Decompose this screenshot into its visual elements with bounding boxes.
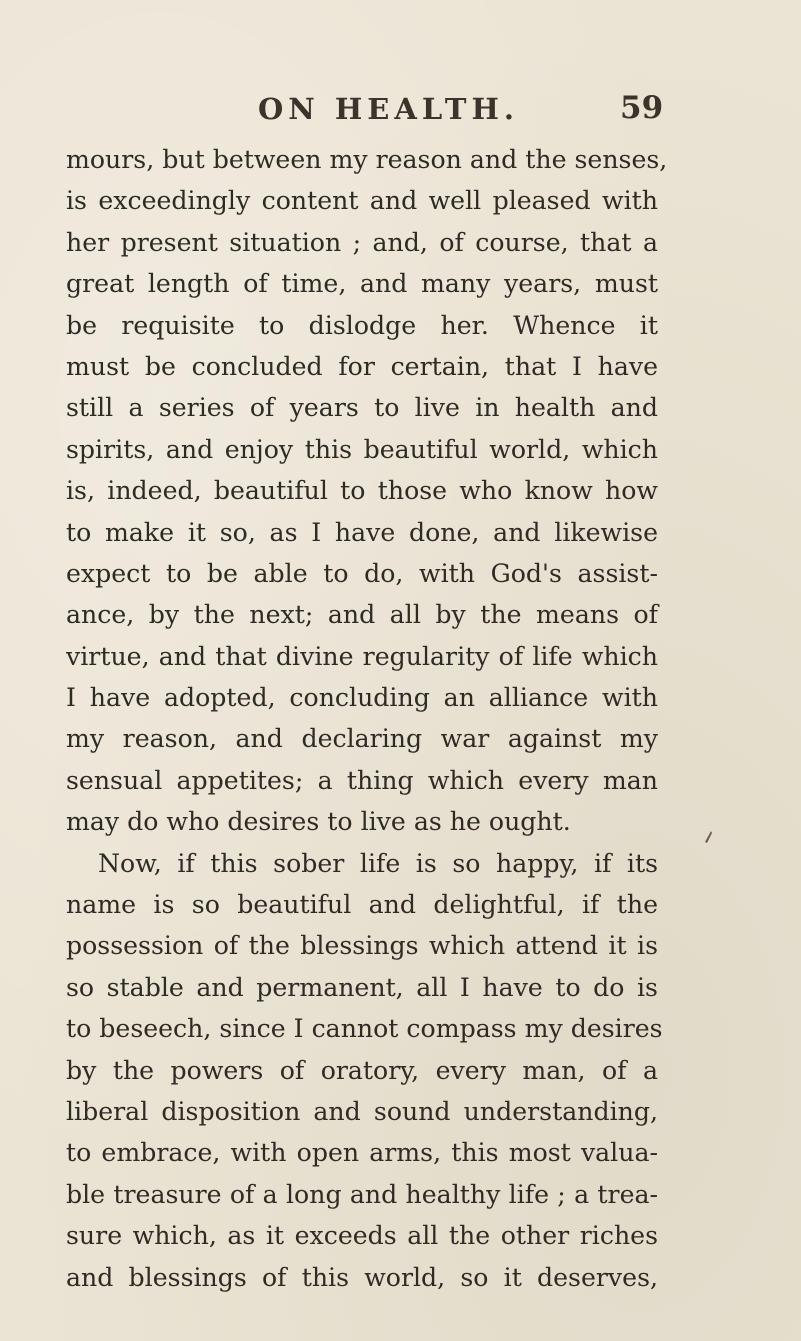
text-line: so stable and permanent, all I have to do is [66, 972, 658, 1002]
text-line: to make it so, as I have done, and likewise [66, 517, 658, 547]
text-line: great length of time, and many years, must [66, 269, 658, 299]
text-line: by the powers of oratory, every man, of a [66, 1055, 658, 1085]
text-line: virtue, and that divine regularity of life which [66, 641, 658, 671]
text-line: must be concluded for certain, that I have [66, 351, 658, 381]
body-text [66, 139, 668, 1298]
text-line: still a series of years to live in health and [66, 393, 658, 423]
text-line: ance, by the next; and all by the means of [66, 600, 658, 630]
page-number: 59 [620, 90, 664, 126]
text-line: my reason, and declaring war against my [66, 724, 658, 754]
text-line: spirits, and enjoy this beautiful world, which [66, 434, 658, 464]
paragraph-start-line: Now, if this sober life is so happy, if its [98, 848, 658, 878]
text-line: I have adopted, concluding an alliance with [66, 683, 658, 713]
text-line: mours, but between my reason and the senses, [66, 145, 668, 174]
paragraph-end-line: may do who desires to live as he ought. [66, 807, 571, 837]
text-line: her present situation ; and, of course, that a [66, 227, 658, 257]
text-line: liberal disposition and sound understanding, [66, 1096, 658, 1126]
text-line: ble treasure of a long and healthy life ; a trea- [66, 1179, 658, 1209]
running-head: ON HEALTH. [258, 92, 519, 126]
text-line: to beseech, since I cannot compass my desires [66, 1014, 663, 1044]
page-header [0, 92, 801, 142]
text-line: to embrace, with open arms, this most valua- [66, 1138, 658, 1168]
text-line: expect to be able to do, with God's assist- [66, 558, 658, 588]
text-line: is, indeed, beautiful to those who know how [66, 476, 658, 506]
text-line: possession of the blessings which attend it is [66, 931, 658, 961]
text-line: name is so beautiful and delightful, if the [66, 890, 658, 920]
text-line: sensual appetites; a thing which every man [66, 765, 658, 795]
margin-ink-mark [702, 830, 714, 844]
text-line: sure which, as it exceeds all the other riches [66, 1221, 658, 1251]
text-line: is exceedingly content and well pleased with [66, 186, 658, 216]
text-line: be requisite to dislodge her. Whence it [66, 310, 658, 340]
text-line: and blessings of this world, so it deserves, [66, 1262, 658, 1292]
